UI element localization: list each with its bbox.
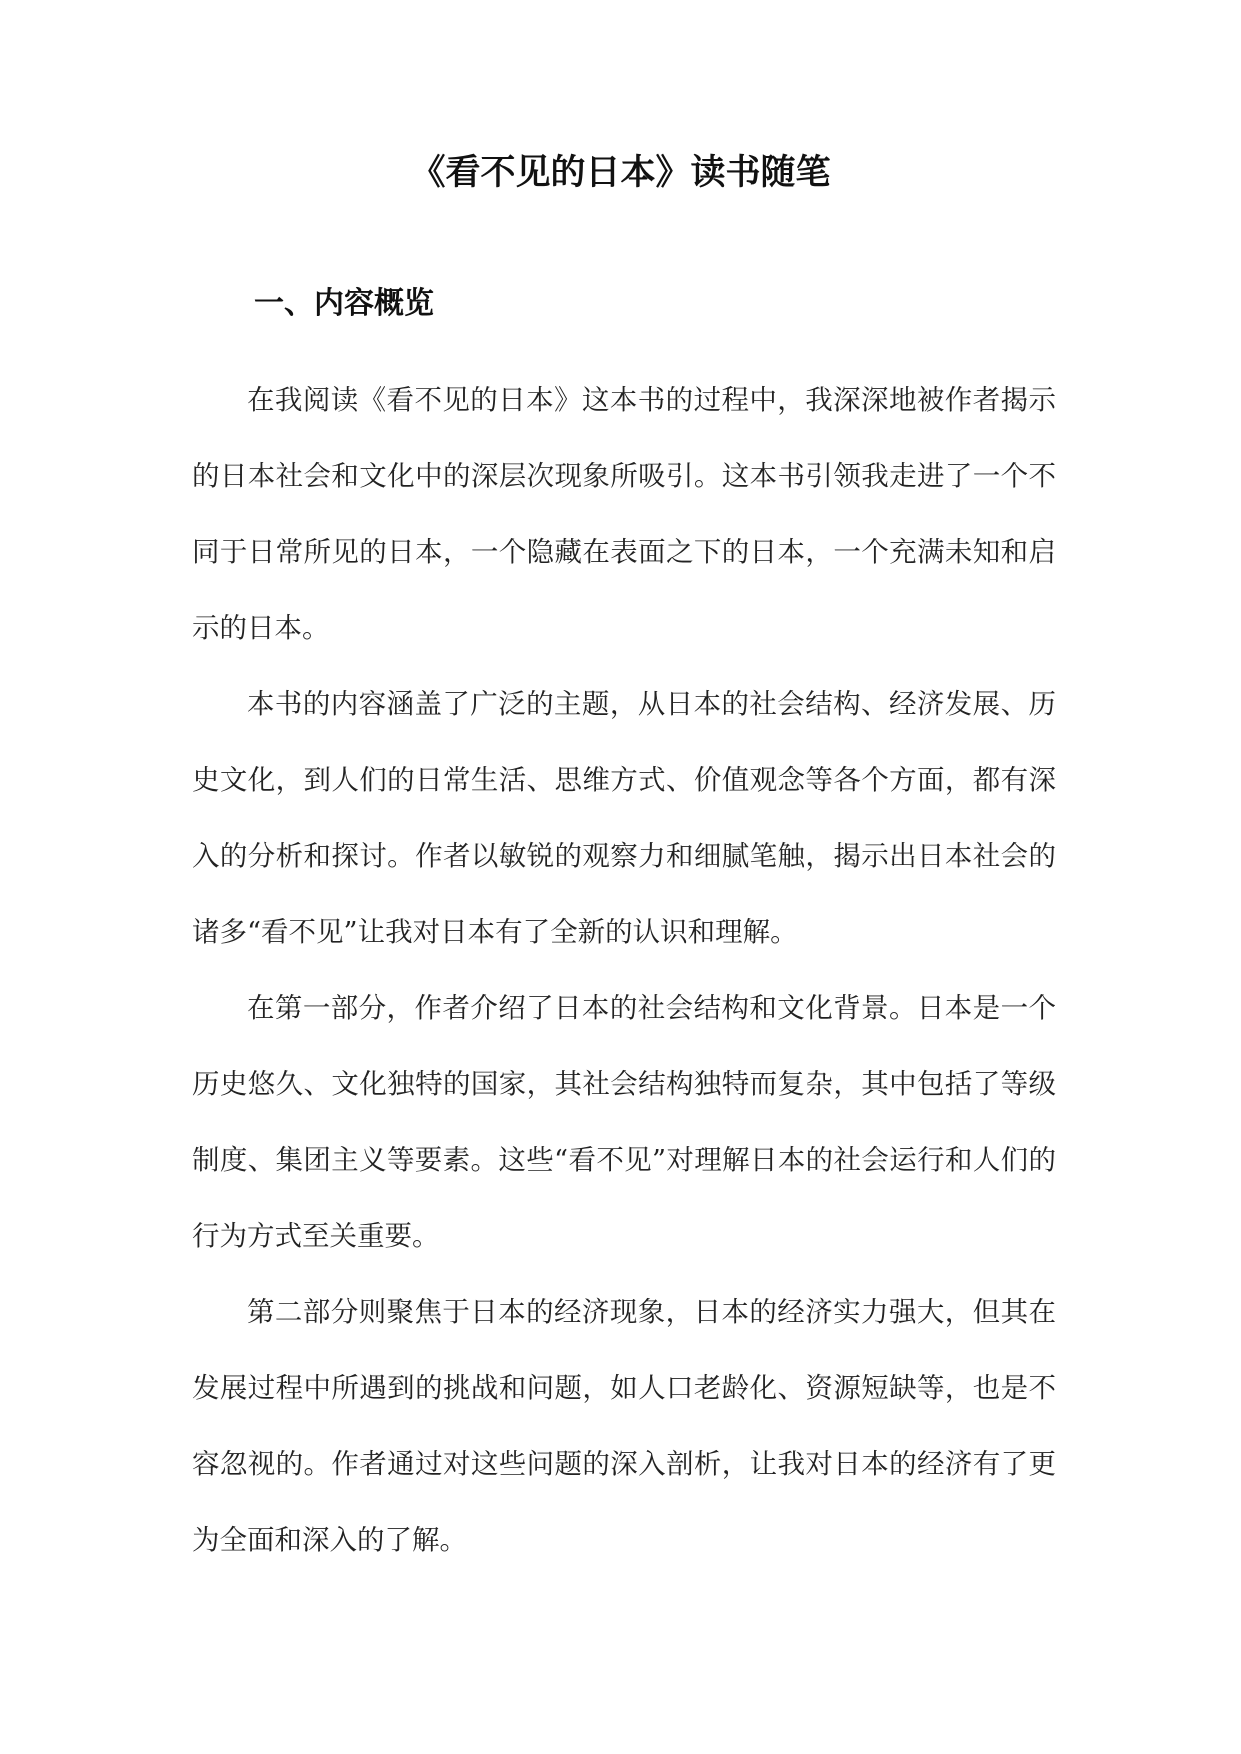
paragraph: 在我阅读《看不见的日本》这本书的过程中，我深深地被作者揭示的日本社会和文化中的深层次现象所吸引。这本书引领我走进了一个不同于日常所见的日本，一个隐藏在表面之下的日本，一个充满未知和启示的日本。 [192, 384, 1056, 644]
section-heading: 一、内容概览 [254, 286, 434, 321]
document-body [192, 362, 1056, 1578]
page-title: 《看不见的日本》读书随笔 [410, 153, 831, 193]
paragraph: 第二部分则聚焦于日本的经济现象，日本的经济实力强大，但其在发展过程中所遇到的挑战和问题，如人口老龄化、资源短缺等，也是不容忽视的。作者通过对这些问题的深入剖析，让我对日本的经济有了更为全面和深入的了解。 [192, 1296, 1056, 1556]
paragraph: 在第一部分，作者介绍了日本的社会结构和文化背景。日本是一个历史悠久、文化独特的国家，其社会结构独特而复杂，其中包括了等级制度、集团主义等要素。这些“看不见”对理解日本的社会运行和人们的行为方式至关重要。 [192, 992, 1056, 1252]
paragraph: 本书的内容涵盖了广泛的主题，从日本的社会结构、经济发展、历史文化，到人们的日常生活、思维方式、价值观念等各个方面，都有深入的分析和探讨。作者以敏锐的观察力和细腻笔触，揭示出日本社会的诸多“看不见”让我对日本有了全新的认识和理解。 [192, 688, 1056, 948]
